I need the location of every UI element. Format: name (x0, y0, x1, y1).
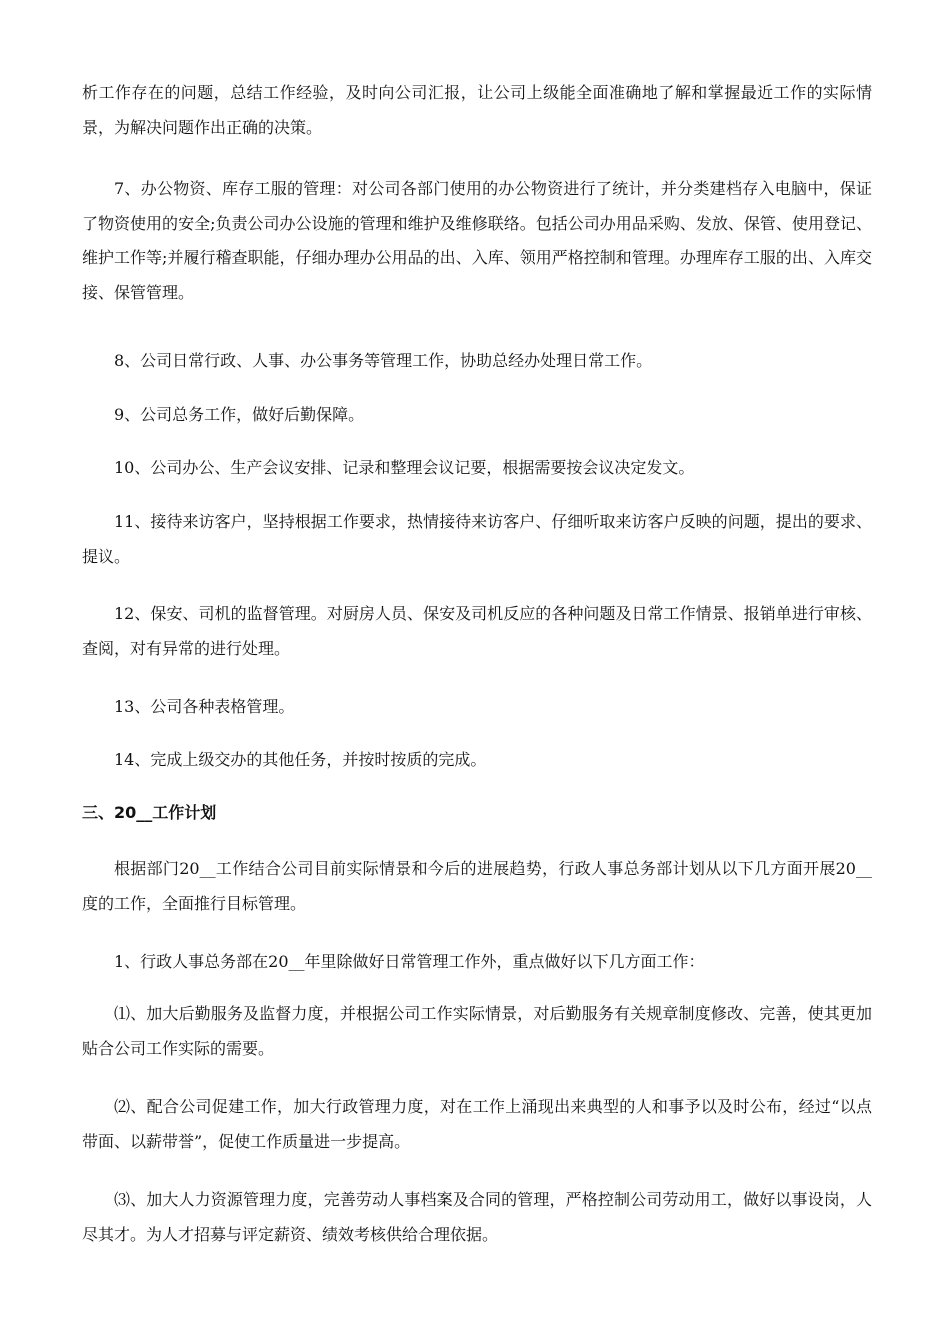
paragraph-item-9: 9、公司总务工作，做好后勤保障。 (114, 405, 365, 424)
paragraph-item-11: 11、接待来访客户，坚持根据工作要求，热情接待来访客户、仔细听取来访客户反映的问题，提出的要求、提议。 (82, 512, 872, 566)
paragraph-item-14: 14、完成上级交办的其他任务，并按时按质的完成。 (114, 750, 487, 769)
paragraph-item-7: 7、办公物资、库存工服的管理：对公司各部门使用的办公物资进行了统计，并分类建档存入电脑中，保证了物资使用的安全;负责公司办公设施的管理和维护及维修联络。包括公司办用品采购、发放、保管、使用登记、维护工作等;并履行稽查职能，仔细办理办公用品的出、入库、领用严格控制和管理。办理库存工服的出、入库交接、保管管理。 (82, 179, 872, 302)
plan-subitem-3: ⑶、加大人力资源管理力度，完善劳动人事档案及合同的管理，严格控制公司劳动用工，做好以事设岗，人尽其才。为人才招募与评定薪资、绩效考核供给合理依据。 (82, 1190, 872, 1244)
plan-item-1: 1、行政人事总务部在20__年里除做好日常管理工作外，重点做好以下几方面工作： (114, 952, 705, 971)
section-heading: 三、20__工作计划 (82, 803, 217, 822)
paragraph-item-13: 13、公司各种表格管理。 (114, 697, 295, 716)
paragraph-item-12: 12、保安、司机的监督管理。对厨房人员、保安及司机反应的各种问题及日常工作情景、报销单进行审核、查阅，对有异常的进行处理。 (82, 604, 872, 658)
plan-subitem-2: ⑵、配合公司促建工作，加大行政管理力度，对在工作上涌现出来典型的人和事予以及时公布，经过“以点带面、以薪带誉”，促使工作质量进一步提高。 (82, 1097, 872, 1151)
paragraph-item-8: 8、公司日常行政、人事、办公事务等管理工作，协助总经办处理日常工作。 (114, 351, 653, 370)
plan-intro-paragraph: 根据部门20__工作结合公司目前实际情景和今后的进展趋势，行政人事总务部计划从以下几方面开展20__度的工作，全面推行目标管理。 (82, 859, 872, 913)
paragraph-continuation: 析工作存在的问题，总结工作经验，及时向公司汇报，让公司上级能全面准确地了解和掌握最近工作的实际情景，为解决问题作出正确的决策。 (82, 83, 872, 137)
plan-subitem-1: ⑴、加大后勤服务及监督力度，并根据公司工作实际情景，对后勤服务有关规章制度修改、完善，使其更加贴合公司工作实际的需要。 (82, 1004, 872, 1058)
paragraph-item-10: 10、公司办公、生产会议安排、记录和整理会议记要，根据需要按会议决定发文。 (114, 458, 695, 477)
